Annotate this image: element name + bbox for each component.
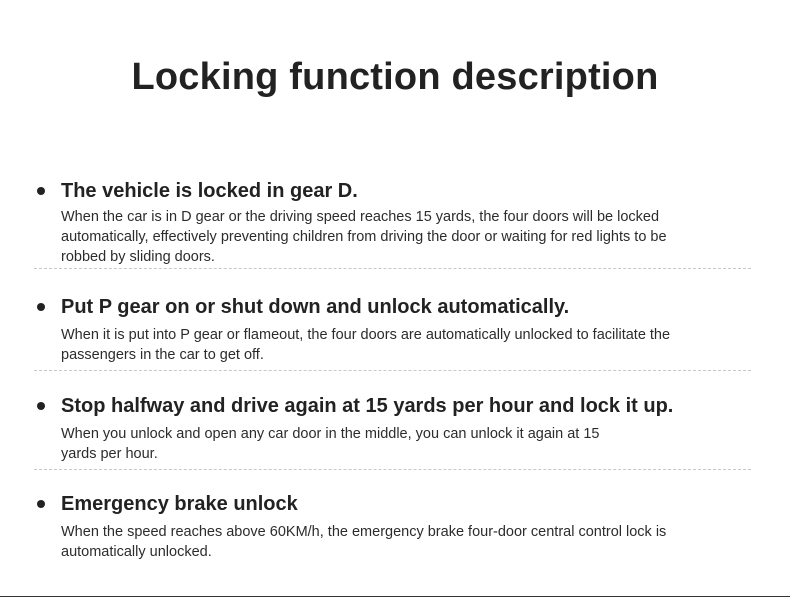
feature-description: When it is put into P gear or flameout, the four doors are automatically unlocked to facilitate the passengers in the car to get off.	[61, 327, 671, 363]
bullet-icon	[37, 187, 45, 195]
feature-description: When the car is in D gear or the driving speed reaches 15 yards, the four doors will be locked automatically, effectively preventing children from driving the door or waiting for red lights to be robbed by sliding doors.	[61, 209, 667, 265]
feature-description: When you unlock and open any car door in the middle, you can unlock it again at 15 yards per hour.	[61, 426, 600, 462]
divider	[34, 370, 751, 371]
feature-description: When the speed reaches above 60KM/h, the emergency brake four-door central control lock is automatically unlocked.	[61, 524, 667, 560]
bullet-icon	[37, 402, 45, 410]
page-title: Locking function description	[131, 56, 659, 98]
feature-heading: Stop halfway and drive again at 15 yards per hour and lock it up.	[61, 395, 674, 417]
divider	[34, 469, 751, 470]
divider	[34, 268, 751, 269]
feature-heading: The vehicle is locked in gear D.	[61, 180, 358, 202]
bullet-icon	[37, 500, 45, 508]
bullet-icon	[37, 303, 45, 311]
feature-heading: Put P gear on or shut down and unlock automatically.	[61, 296, 570, 318]
feature-heading: Emergency brake unlock	[61, 493, 298, 515]
bottom-rule	[0, 596, 790, 597]
